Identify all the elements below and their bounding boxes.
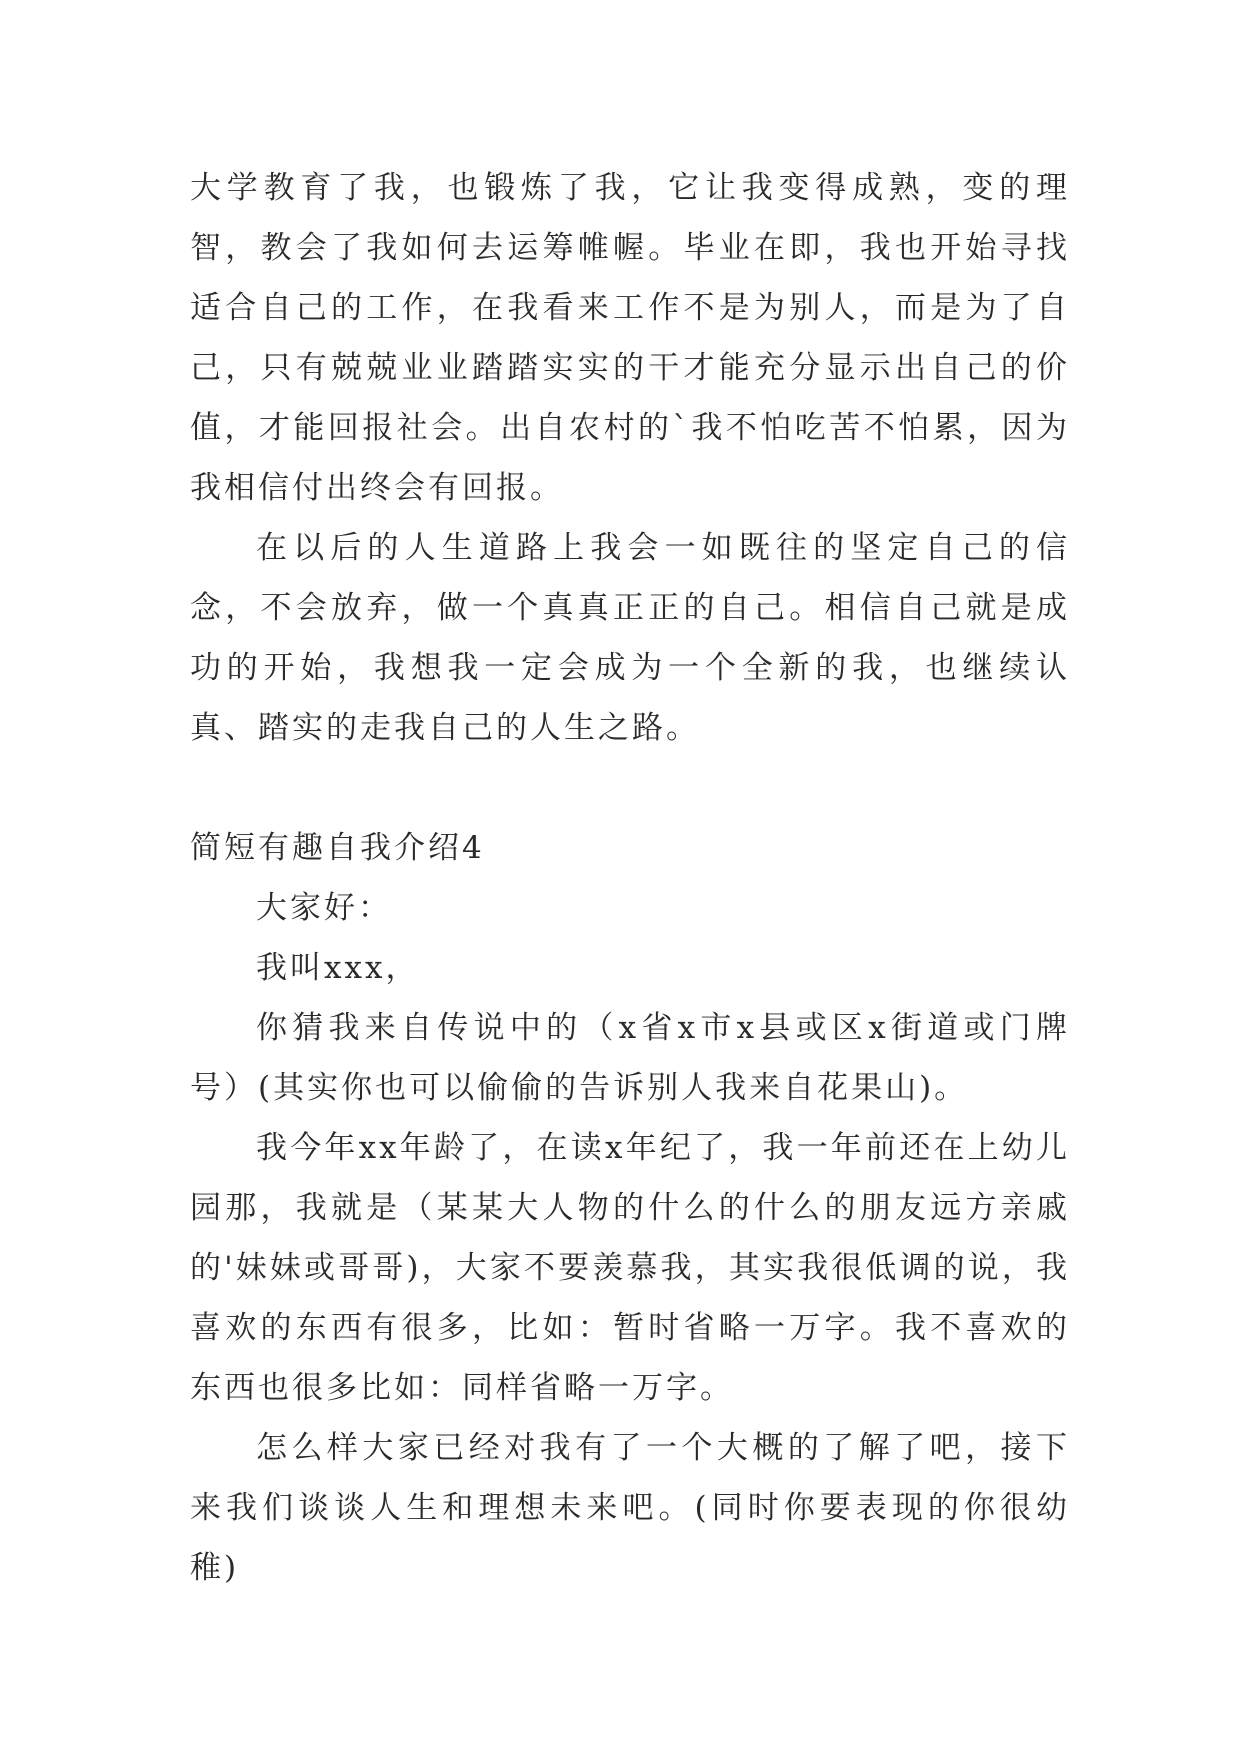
section-heading: 简短有趣自我介绍4 xyxy=(190,830,485,866)
paragraph-name: 我叫xxx， xyxy=(256,950,420,986)
paragraph-future: 在以后的人生道路上我会一如既往的坚定自己的信念，不会放弃，做一个真真正正的自己。相信自己就是成功的开始，我想我一定会成为一个全新的我，也继续认真、踏实的走我自己的人生之路。 xyxy=(190,530,1070,746)
paragraph-greeting: 大家好： xyxy=(256,890,392,926)
document-page xyxy=(190,158,1070,1598)
paragraph-college: 大学教育了我，也锻炼了我，它让我变得成熟，变的理智，教会了我如何去运筹帷幄。毕业在即，我也开始寻找适合自己的工作，在我看来工作不是为别人，而是为了自己，只有兢兢业业踏踏实实的干才能充分显示出自己的价值，才能回报社会。出自农村的`我不怕吃苦不怕累，因为我相信付出终会有回报。 xyxy=(190,170,1070,506)
section-spacer xyxy=(190,758,1070,818)
paragraph-closing: 怎么样大家已经对我有了一个大概的了解了吧，接下来我们谈谈人生和理想未来吧。(同时你要表现的你很幼稚) xyxy=(190,1430,1070,1586)
paragraph-origin: 你猜我来自传说中的（x省x市x县或区x街道或门牌号）(其实你也可以偷偷的告诉别人我来自花果山)。 xyxy=(190,1010,1070,1106)
paragraph-age: 我今年xx年龄了，在读x年纪了，我一年前还在上幼儿园那，我就是（某某大人物的什么的什么的朋友远方亲戚的'妹妹或哥哥)，大家不要羡慕我，其实我很低调的说，我喜欢的东西有很多，比如：暂时省略一万字。我不喜欢的东西也很多比如：同样省略一万字。 xyxy=(190,1130,1070,1406)
